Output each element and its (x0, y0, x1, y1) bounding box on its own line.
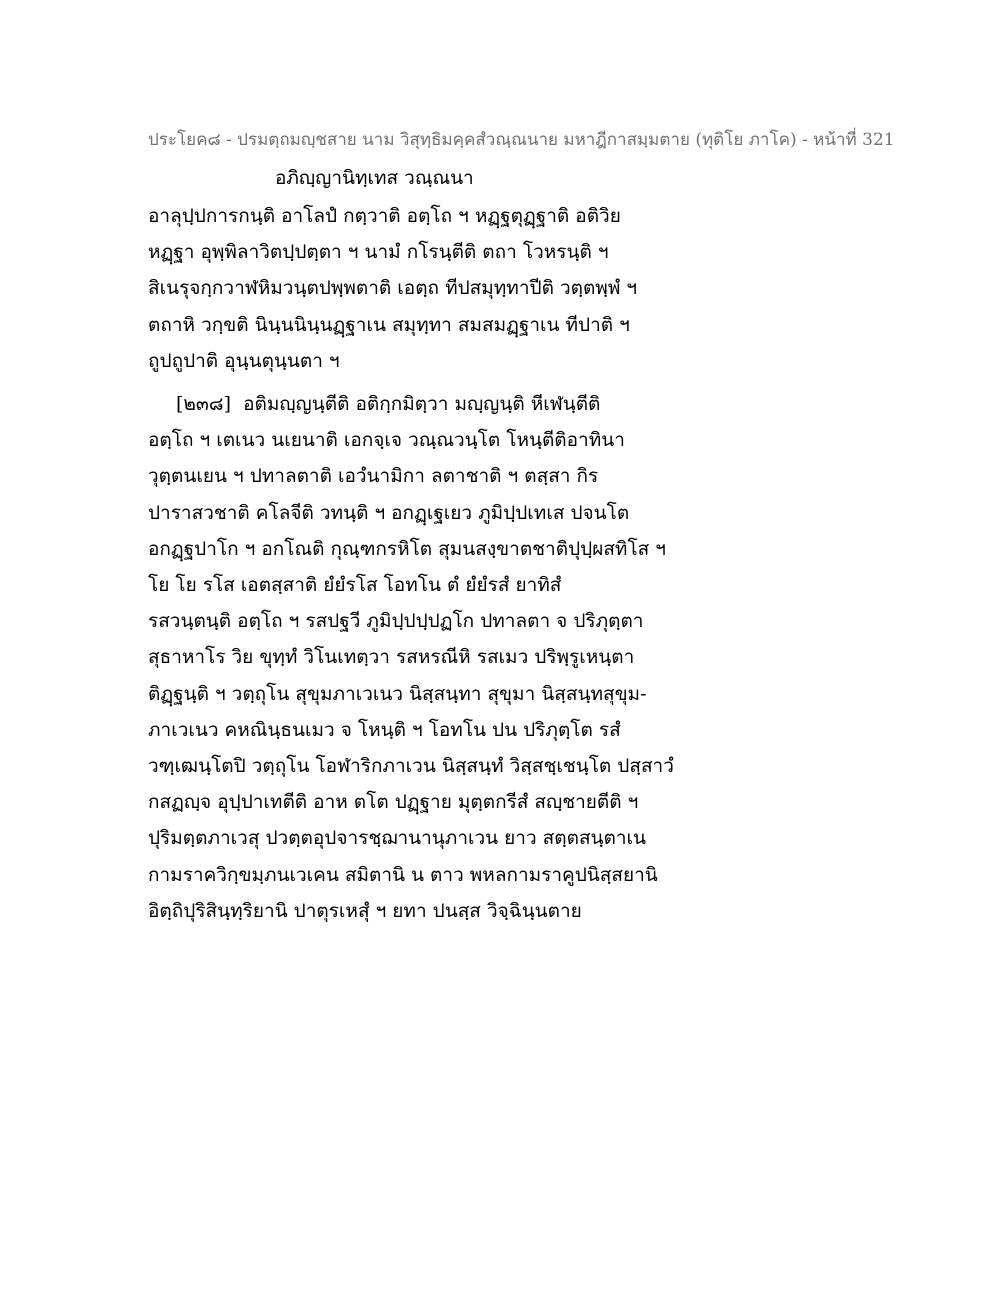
section-title: อภิญฺญานิทฺเทส วณฺณนา (275, 167, 474, 189)
paragraph-1-line: ตถาหิ วกฺขติ นินฺนนินฺนฏฺฐาเน สมุทฺทา สมสมฏฺฐาเน ทีปาติ ฯ (148, 313, 630, 336)
paragraph-2-line: ภาเวเนว คหณินฺธนเมว จ โหนฺติ ฯ โอทโน ปน ปริภุตฺโต รสํ (148, 718, 621, 741)
paragraph-2-line: อกฏฺฐปาโก ฯ อกโณติ กุณฺฑกรหิโต สุมนสงฺขาตชาติปุปฺผสทิโส ฯ (148, 537, 666, 560)
body-text (148, 198, 708, 929)
paragraph-number: [๒๓๘] (176, 393, 231, 416)
paragraph-2-line: อตฺโถ ฯ เตเนว นเยนาติ เอกจฺเจ วณฺณวนฺโต โหนฺตีติอาทินา (148, 429, 625, 452)
paragraph-2-line: อิตฺถิปุริสินฺทฺริยานิ ปาตุรเหสุํ ฯ ยทา ปนสฺส วิจฺฉินฺนตาย (148, 899, 582, 922)
paragraph-2-line: กสฏญฺจ อุปฺปาเทตีติ อาห ตโต ปฏฺฐาย มุตฺตกรีสํ สญฺชายตีติ ฯ (148, 791, 639, 814)
paragraph-2-lead-text: อติมญฺญนฺตีติ อติกฺกมิตฺวา มญฺญนฺติ หีเฬนฺตีติ (243, 393, 601, 416)
paragraph-2-line: วุตฺตนเยน ฯ ปทาลตาติ เอวํนามิกา ลตาชาติ ฯ ตสฺสา กิร (148, 465, 599, 488)
paragraph-1-line: สิเนรุจกฺกวาฬหิมวนฺตปพฺพตาติ เอตฺถ ทีปสมุทฺทาปีติ วตฺตพฺพํ ฯ (148, 277, 638, 300)
paragraph-2-line: สุธาหาโร วิย ขุทฺทํ วิโนเทตฺวา รสหรณีหิ รสเมว ปริพฺรูเหนฺตา (148, 646, 635, 669)
paragraph-2-line: กามราควิกฺขมฺภนเวเคน สมิตานิ น ตาว พหลกามราคูปนิสฺสยานิ (148, 863, 658, 886)
paragraph-2-first-line (148, 386, 708, 422)
paragraph-gap (148, 379, 708, 386)
paragraph-1-line: หฏฺฐา อุพฺพิลาวิตปฺปตฺตา ฯ นามํ กโรนฺตีติ ตถา โวหรนฺติ ฯ (148, 241, 609, 264)
paragraph-2-line: ปาราสวชาติ คโลจีติ วทนฺติ ฯ อกฏฺเฐเยว ภูมิปฺปเทเส ปจนโต (148, 501, 630, 524)
paragraph-2-line: ปุริมตฺตภาเวสุ ปวตฺตอุปจารชฺฌานานุภาเวน ยาว สตฺตสนฺตาเน (148, 827, 647, 850)
paragraph-2-line: โย โย รโส เอตสฺสาติ ยํยํรโส โอทโน ตํ ยํยํรสํ ยาทิสํ (148, 574, 562, 597)
paragraph-2-line: วฑฺเฒนฺโตปิ วตฺถุโน โอฬาริกภาเวน นิสฺสนฺทํ วิสฺสชฺเชนฺโต ปสฺสาวํ (148, 755, 674, 778)
paragraph-2-line: รสวนฺตนฺติ อตฺโถ ฯ รสปฐวี ภูมิปฺปปฺปฏโก ปทาลตา จ ปริภุตฺตา (148, 610, 644, 633)
paragraph-2-line: ติฏฺฐนฺติ ฯ วตฺถุโน สุขุมภาเวเนว นิสฺสนฺทา สุขุมา นิสฺสนฺทสุขุม- (148, 682, 647, 705)
running-header: ประโยค๘ - ปรมตฺถมญฺชสาย นาม วิสุทฺธิมคฺคสํวณฺณนาย มหาฎีกาสมฺมตาย (ทุติโย ภาโค) - หน้าที่ 321 (148, 130, 895, 150)
paragraph-1-line: อาลุปฺปการกนฺติ อาโลปํ กตฺวาติ อตฺโถ ฯ หฏฺฐตุฏฺฐาติ อติวิย (148, 205, 621, 227)
paragraph-1-line: ถูปถูปาติ อุนฺนตุนฺนตา ฯ (148, 349, 340, 372)
